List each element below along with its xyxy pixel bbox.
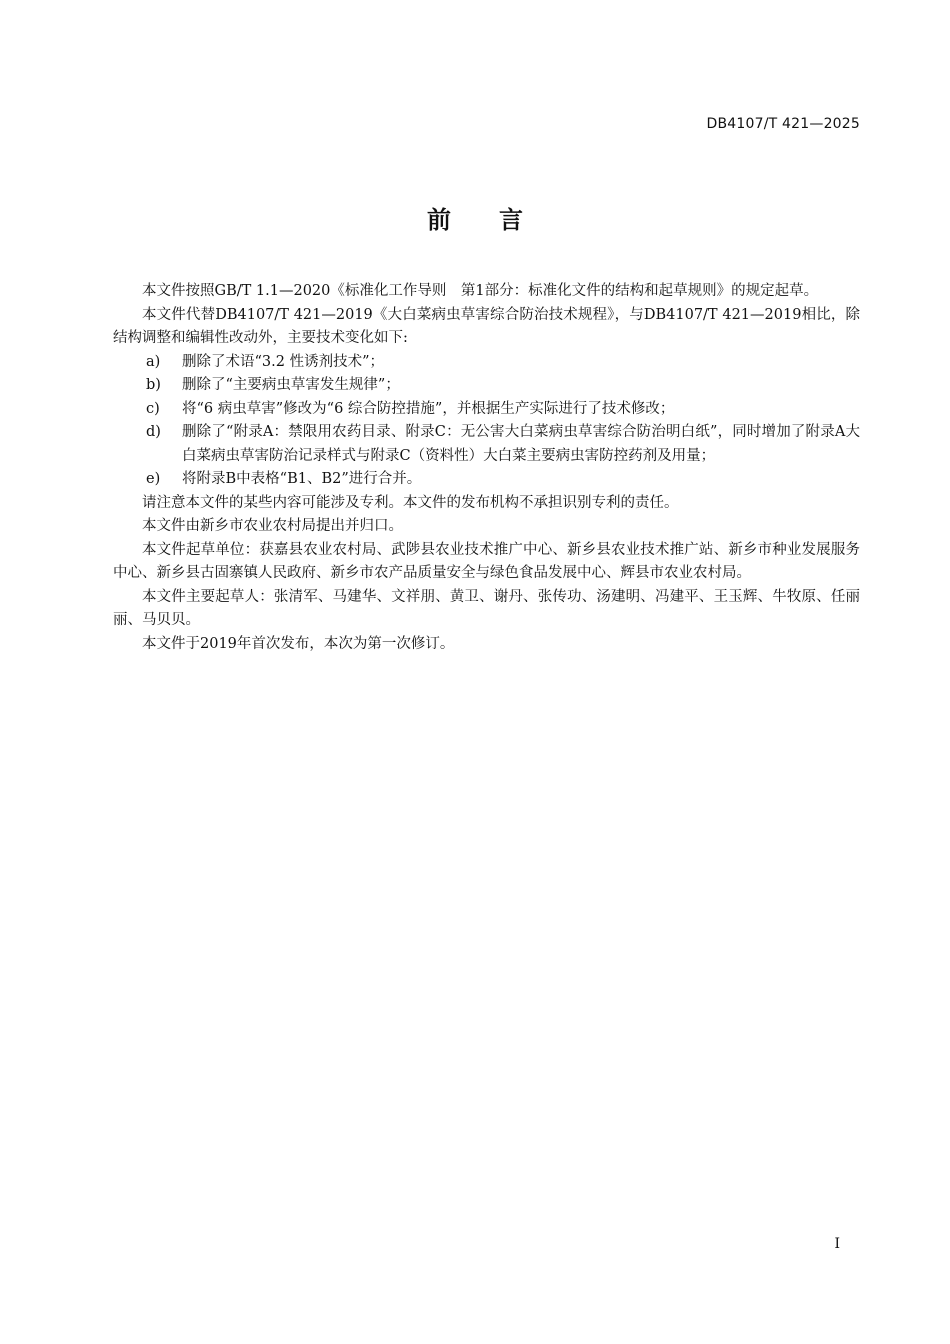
list-text: 删除了“主要病虫草害发生规律”； <box>182 377 400 393</box>
list-item <box>113 468 860 492</box>
paragraph-drafters: 本文件主要起草人：张清军、马建华、文祥朋、黄卫、谢丹、张传功、汤建明、冯建平、王玉辉、牛牧原、任丽丽、马贝贝。 <box>113 588 860 628</box>
list-marker: d) <box>146 424 161 440</box>
list-text: 删除了术语“3.2 性诱剂技术”； <box>182 353 384 370</box>
paragraph-replacement: 本文件代替DB4107/T 421—2019《大白菜病虫草害综合防治技术规程》，与DB4107/T 421—2019相比，除结构调整和编辑性改动外，主要技术变化如下: <box>113 306 860 346</box>
page-number: I <box>834 1236 840 1252</box>
list-marker: c) <box>146 400 160 417</box>
foreword-body <box>113 280 860 656</box>
list-item <box>113 421 860 468</box>
paragraph-history: 本文件于2019年首次发布，本次为第一次修订。 <box>142 635 455 652</box>
document-code: DB4107/T 421—2025 <box>706 116 860 132</box>
list-marker: b) <box>146 377 161 393</box>
list-item <box>113 351 860 375</box>
list-text: 将附录B中表格“B1、B2”进行合并。 <box>182 471 422 487</box>
list-item <box>113 398 860 422</box>
page-title: 前言 <box>427 206 571 234</box>
paragraph-proposer: 本文件由新乡市农业农村局提出并归口。 <box>142 518 403 534</box>
list-text: 将“6 病虫草害”修改为“6 综合防控措施”，并根据生产实际进行了技术修改； <box>182 400 675 417</box>
list-text: 删除了“附录A：禁限用农药目录、附录C：无公害大白菜病虫草害综合防治明白纸”，同时增加了附录A大白菜病虫草害防治记录样式与附录C（资料性）大白菜主要病虫害防控药剂及用量； <box>182 424 860 464</box>
list-marker: e) <box>146 471 161 487</box>
paragraph-drafting-rules: 本文件按照GB/T 1.1—2020《标准化工作导则 第1部分：标准化文件的结构和起草规则》的规定起草。 <box>142 283 819 299</box>
list-item <box>113 374 860 398</box>
paragraph-drafting-units: 本文件起草单位：获嘉县农业农村局、武陟县农业技术推广中心、新乡县农业技术推广站、新乡市种业发展服务中心、新乡县古固寨镇人民政府、新乡市农产品质量安全与绿色食品发展中心、辉县市农业农村局。 <box>113 541 860 581</box>
paragraph-patent-notice: 请注意本文件的某些内容可能涉及专利。本文件的发布机构不承担识别专利的责任。 <box>142 494 679 511</box>
list-marker: a) <box>146 353 161 370</box>
